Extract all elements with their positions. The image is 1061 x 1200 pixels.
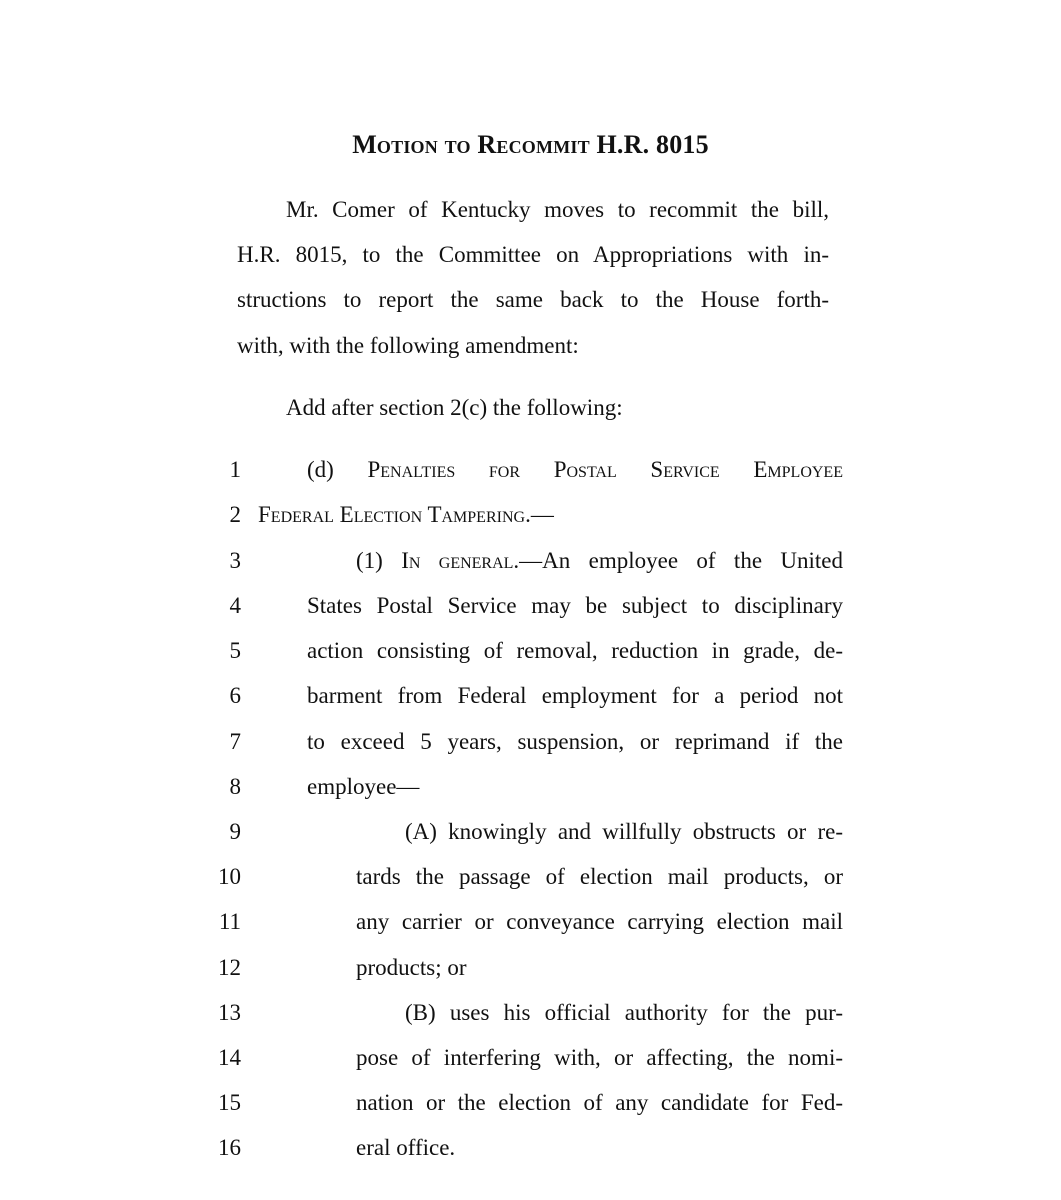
line-text: employee— — [307, 774, 420, 799]
line-text: (B) uses his official authority for the pur- — [405, 1000, 843, 1025]
line-number: 8 — [229, 774, 241, 799]
line-number: 7 — [229, 729, 241, 754]
intro-line: structions to report the same back to the House forth- — [237, 287, 829, 312]
line-number: 14 — [218, 1045, 241, 1070]
line-text: eral office. — [356, 1135, 456, 1160]
line-text: action consisting of removal, reduction in grade, de- — [307, 638, 843, 663]
line-text: (A) knowingly and willfully obstructs or re- — [405, 819, 843, 844]
line-text: any carrier or conveyance carrying election mail — [356, 909, 843, 934]
line-text: (d) Penalties for Postal Service Employee — [307, 457, 843, 482]
intro-line: with, with the following amendment: — [237, 333, 579, 358]
line-number: 13 — [218, 1000, 241, 1025]
intro-line: Mr. Comer of Kentucky moves to recommit the bill, — [286, 197, 829, 222]
line-text: products; or — [356, 955, 467, 980]
line-number: 10 — [218, 864, 241, 889]
line-text: nation or the election of any candidate for Fed- — [356, 1090, 843, 1115]
line-number: 15 — [218, 1090, 241, 1115]
line-number: 3 — [229, 548, 241, 573]
line-number: 16 — [218, 1135, 241, 1160]
line-number: 11 — [218, 909, 241, 934]
line-number: 4 — [229, 593, 241, 618]
amendment-instruction: Add after section 2(c) the following: — [286, 395, 623, 420]
line-number: 2 — [229, 502, 241, 527]
line-text: States Postal Service may be subject to disciplinary — [307, 593, 843, 618]
line-text: to exceed 5 years, suspension, or reprimand if the — [307, 729, 843, 754]
line-text: (1) In general.—An employee of the United — [356, 548, 843, 573]
line-number: 12 — [218, 955, 241, 980]
line-number: 1 — [229, 457, 241, 482]
intro-line: H.R. 8015, to the Committee on Appropriations with in- — [237, 242, 829, 267]
line-text: barment from Federal employment for a period not — [307, 683, 843, 708]
line-number: 6 — [229, 683, 241, 708]
line-text: pose of interfering with, or affecting, the nomi- — [356, 1045, 843, 1070]
line-text: Federal Election Tampering.— — [258, 502, 554, 527]
line-text: tards the passage of election mail products, or — [356, 864, 843, 889]
document-title: Motion to Recommit H.R. 8015 — [352, 130, 709, 159]
line-number: 9 — [229, 819, 241, 844]
line-number: 5 — [229, 638, 241, 663]
